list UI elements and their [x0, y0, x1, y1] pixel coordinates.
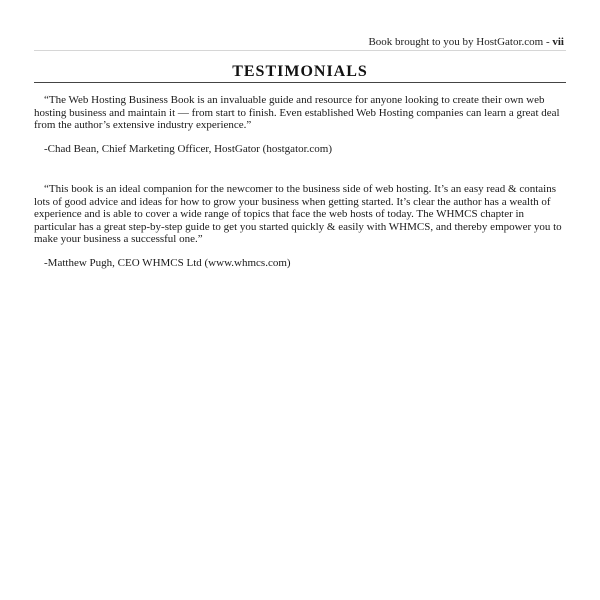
testimonial — [34, 183, 566, 270]
testimonial-attribution: -Matthew Pugh, CEO WHMCS Ltd (www.whmcs.com) — [44, 256, 291, 269]
running-header-text: Book brought to you by HostGator.com - — [368, 36, 553, 48]
testimonial — [34, 94, 566, 156]
testimonial-quote: “The Web Hosting Business Book is an invaluable guide and resource for anyone looking to create their own web hosting business and maintain it — from start to finish. Even established Web Hosting companies can learn a great deal from the author’s extensive industry experience.” — [34, 94, 560, 132]
section-title: TESTIMONIALS — [232, 63, 368, 80]
title-divider — [34, 82, 566, 83]
testimonial-quote: “This book is an ideal companion for the newcomer to the business side of web hosting. It’s an easy read & contains lots of good advice and ideas for how to grow your business when getting started. It’s clear the author has a wealth of experience and is able to cover a wide range of topics that face the web hosts of today. The WHMCS chapter in particular has a great step-by-step guide to get you started quickly & easily with WHMCS, and thereby empower you to make your business a successful one.” — [34, 183, 562, 246]
header-divider — [34, 50, 566, 51]
page-number: vii — [552, 36, 564, 48]
testimonial-attribution: -Chad Bean, Chief Marketing Officer, HostGator (hostgator.com) — [44, 142, 333, 155]
running-header — [36, 36, 564, 49]
